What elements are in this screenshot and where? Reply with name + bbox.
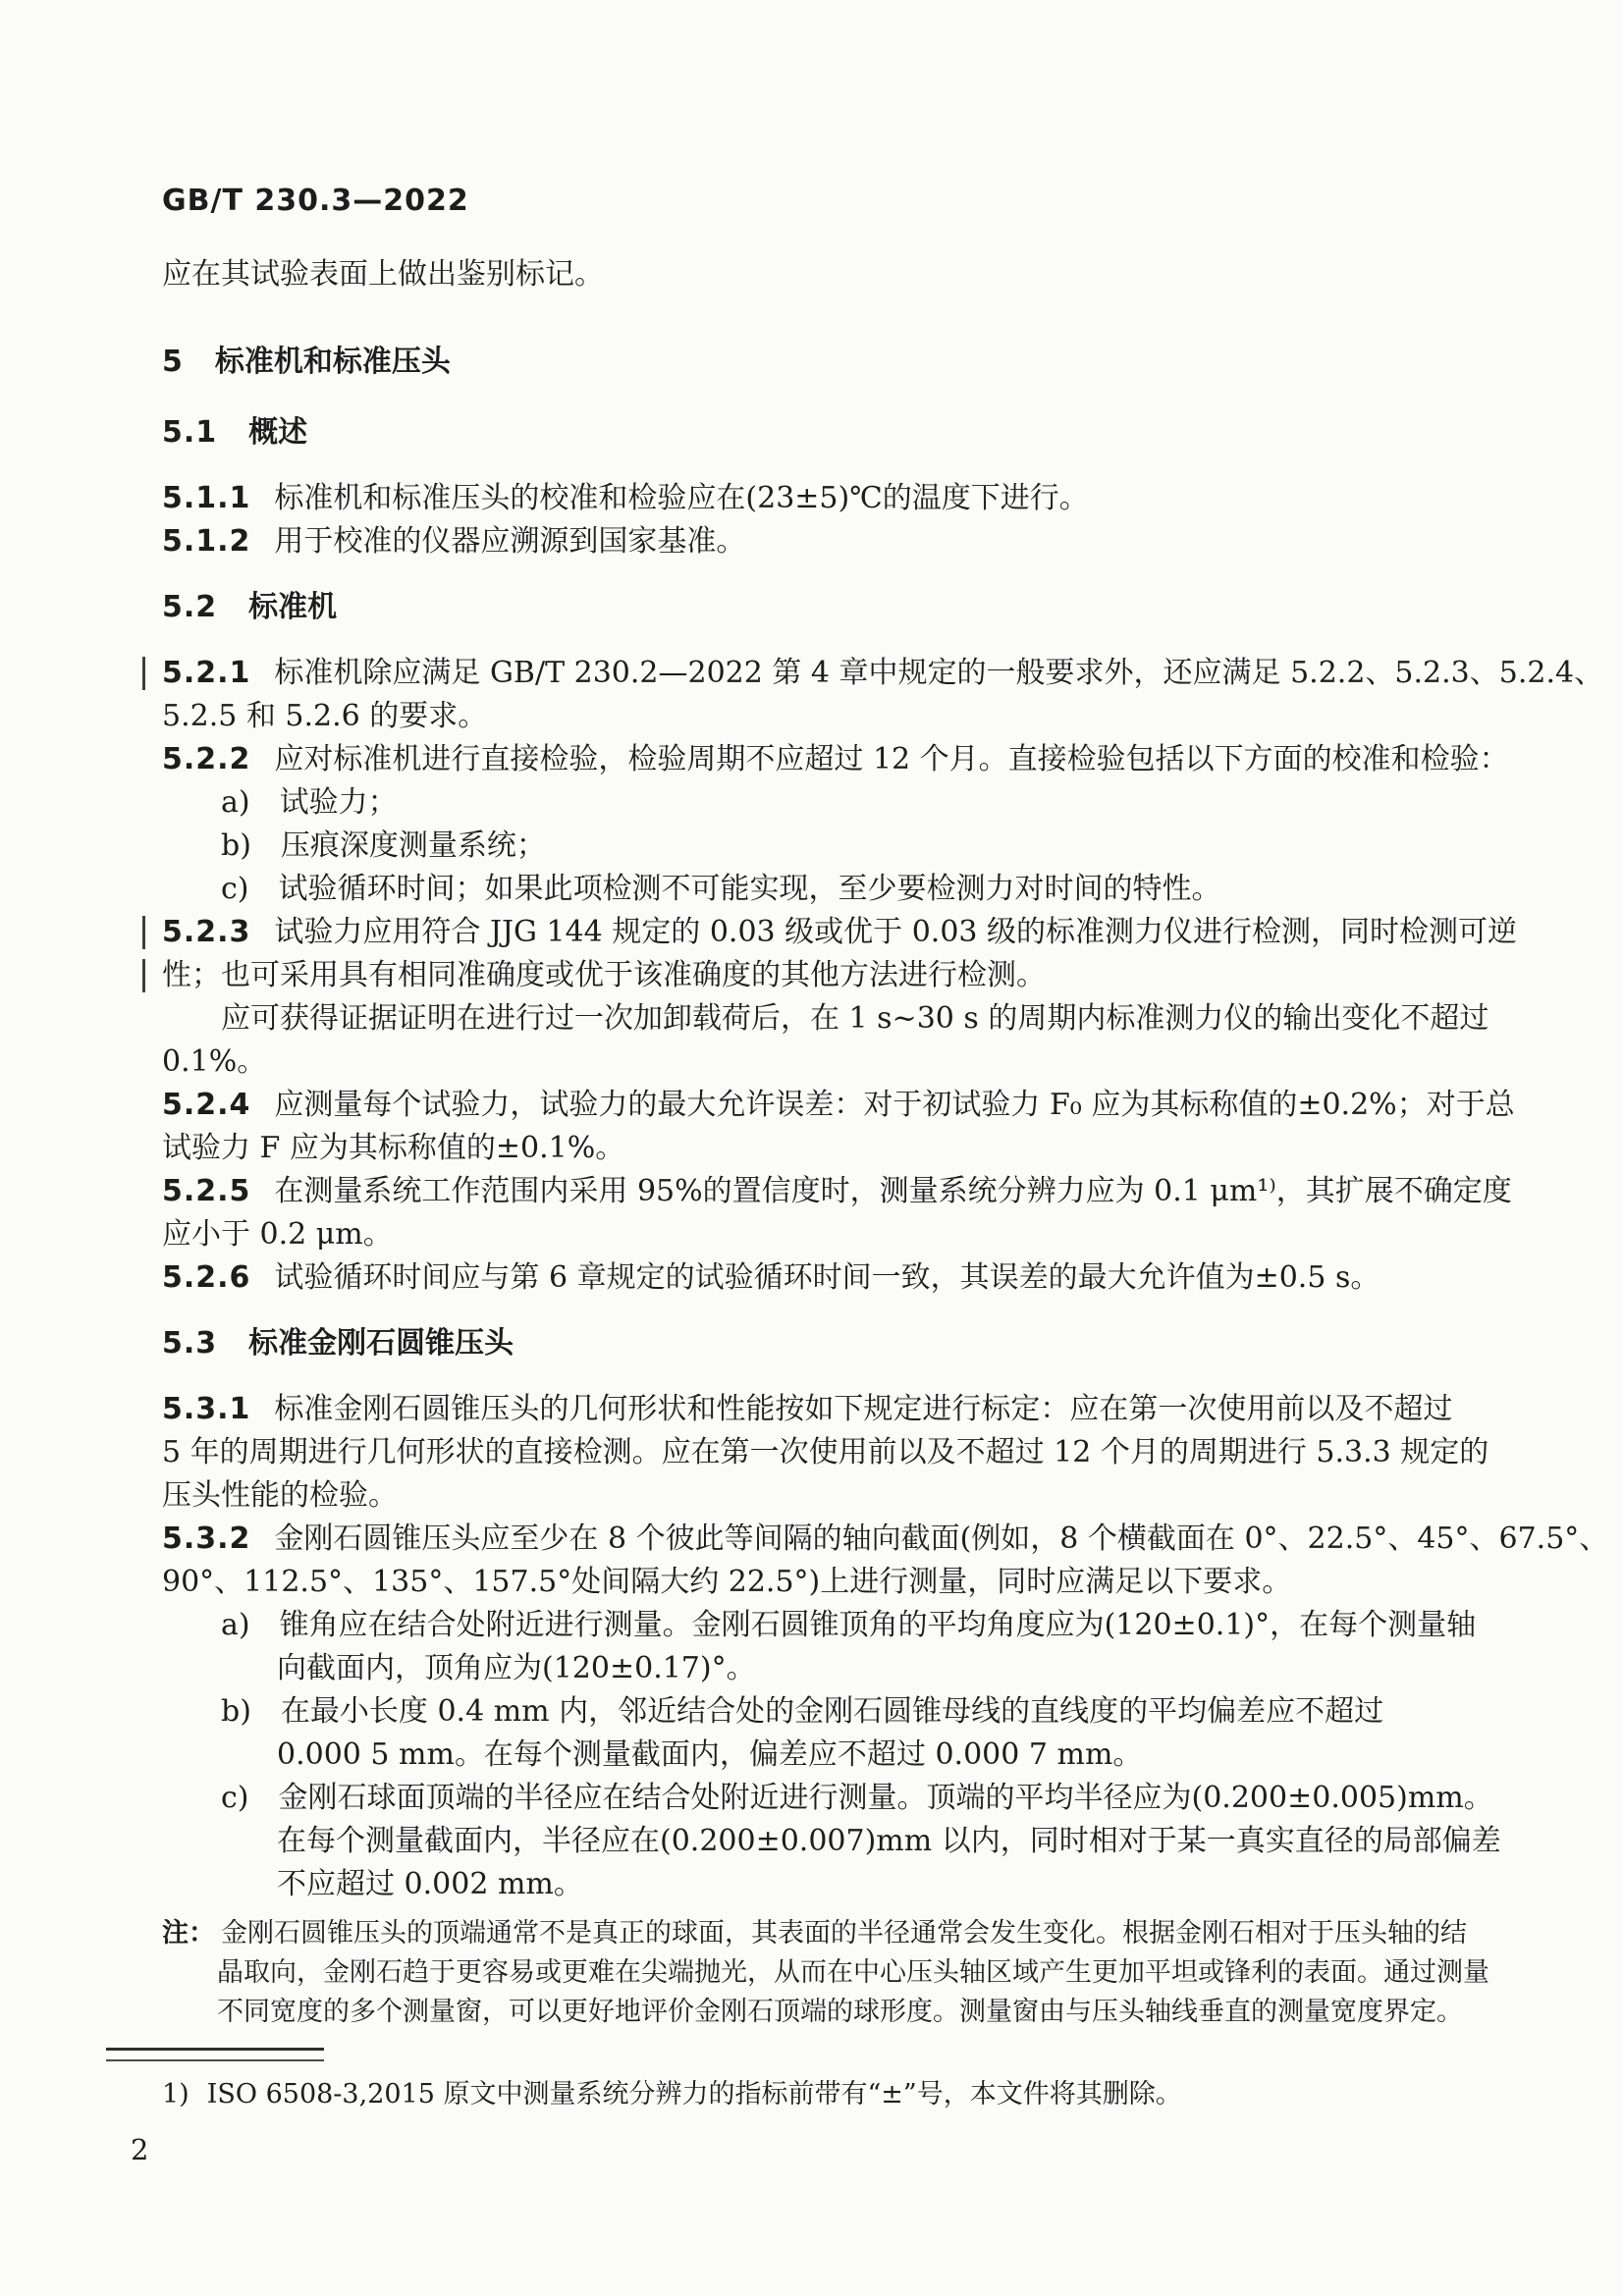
clause-5-2-3-para-2-line-1	[162, 997, 1489, 1041]
change-bar	[142, 916, 145, 949]
footnote-marker: 1)	[162, 2079, 189, 2109]
clause-5-2-5-line-2	[162, 1213, 1481, 1256]
heading-5	[162, 342, 1481, 383]
list-item-5-3-2-c-line-1	[162, 1777, 1493, 1820]
line-text: 5.2.5 和 5.2.6 的要求。	[162, 699, 488, 733]
clause-5-3-1-line-2	[162, 1431, 1489, 1474]
clause-number: 5.2.3	[162, 915, 251, 949]
line-text: 试验力；	[279, 785, 398, 820]
line-text: 性；也可采用具有相同准确度或优于该准确度的其他方法进行检测。	[162, 958, 1046, 992]
line-text: 用于校准的仪器应溯源到国家基准。	[274, 524, 746, 559]
clause-number: b)	[221, 1694, 251, 1729]
list-item-5-3-2-b-line-2	[162, 1734, 1481, 1777]
clause-number: 5.2.5	[162, 1174, 251, 1208]
heading-5-3	[162, 1323, 1481, 1364]
line-text: 应测量每个试验力，试验力的最大允许误差：对于初试验力 F₀ 应为其标称值的±0.2%；对于总	[274, 1088, 1515, 1122]
clause-number: 5.3	[162, 1326, 218, 1361]
line-text: 试验力 F 应为其标称值的±0.1%。	[162, 1131, 625, 1165]
change-bar	[142, 959, 145, 992]
clause-number: c)	[221, 872, 249, 906]
line-text: 标准机	[248, 590, 338, 624]
clause-number: 5.3.2	[162, 1522, 251, 1556]
line-text: 应小于 0.2 μm。	[162, 1217, 393, 1252]
clause-5-2-1-line-2	[162, 695, 1481, 738]
clause-5-3-2-line-2	[162, 1561, 1481, 1604]
footnote-text: ISO 6508-3,2015 原文中测量系统分辨力的指标前带有“±”号，本文件将其删除。	[206, 2079, 1182, 2109]
change-bar	[142, 657, 145, 690]
line-text: 在每个测量截面内，半径应在(0.200±0.007)mm 以内，同时相对于某一真实直径的局部偏差	[277, 1824, 1501, 1858]
clause-5-2-4-line-1	[162, 1084, 1515, 1127]
intro-paragraph	[162, 253, 1481, 296]
line-text: 标准金刚石圆锥压头的几何形状和性能按如下规定进行标定：应在第一次使用前以及不超过	[274, 1392, 1453, 1426]
list-item-c	[162, 868, 1481, 911]
line-text: 应对标准机进行直接检验，检验周期不应超过 12 个月。直接检验包括以下方面的校准和检验：	[274, 742, 1509, 776]
standard-number-header: GB/T 230.3—2022	[162, 184, 469, 218]
clause-number: 5.3.1	[162, 1392, 251, 1426]
clause-number: 注：	[162, 1918, 215, 1949]
clause-number: a)	[221, 1608, 250, 1642]
line-text: 压痕深度测量系统；	[280, 828, 546, 863]
clause-5-2-1-line-1	[162, 652, 1604, 695]
footnote-separator	[106, 2048, 324, 2061]
clause-number: 5.2.6	[162, 1260, 251, 1295]
note-line-1	[162, 1914, 1481, 1953]
footnote	[162, 2075, 1481, 2114]
clause-number: 5	[162, 345, 184, 379]
clause-5-2-3-line-1	[162, 911, 1518, 954]
clause-5-3-1-line-3	[162, 1474, 1481, 1518]
clause-5-3-2-line-1	[162, 1518, 1609, 1561]
page-number: 2	[131, 2133, 149, 2166]
note-line-2	[162, 1953, 1489, 1993]
note-line-3	[162, 1993, 1481, 2032]
clause-number: b)	[221, 828, 251, 863]
line-text: 压头性能的检验。	[162, 1478, 398, 1513]
line-text: 概述	[248, 415, 308, 450]
document-body	[162, 253, 1609, 2032]
line-text: 向截面内，顶角应为(120±0.17)°。	[277, 1651, 756, 1685]
line-text: 90°、112.5°、135°、157.5°处间隔大约 22.5°)上进行测量，同时应满足以下要求。	[162, 1565, 1292, 1599]
clause-number: 5.1	[162, 415, 218, 450]
clause-number: 5.2.1	[162, 656, 251, 690]
list-item-b	[162, 825, 1481, 868]
clause-number: c)	[221, 1781, 249, 1815]
list-item-5-3-2-c-line-2	[162, 1820, 1501, 1863]
clause-5-2-5-line-1	[162, 1170, 1512, 1213]
clause-number: 5.1.2	[162, 524, 251, 559]
list-item-a	[162, 781, 1481, 825]
line-text: 0.000 5 mm。在每个测量截面内，偏差应不超过 0.000 7 mm。	[277, 1737, 1143, 1772]
line-text: 应可获得证据证明在进行过一次加卸载荷后，在 1 s~30 s 的周期内标准测力仪的输出变化不超过	[221, 1001, 1489, 1036]
clause-5-2-4-line-2	[162, 1127, 1481, 1170]
heading-5-1	[162, 412, 1481, 454]
line-text: 5 年的周期进行几何形状的直接检测。应在第一次使用前以及不超过 12 个月的周期进行 5.3.3 规定的	[162, 1435, 1489, 1469]
line-text: 试验循环时间；如果此项检测不可能实现，至少要检测力对时间的特性。	[278, 872, 1221, 906]
line-text: 试验循环时间应与第 6 章规定的试验循环时间一致，其误差的最大允许值为±0.5 s。	[274, 1260, 1380, 1295]
clause-number: 5.2.2	[162, 742, 251, 776]
line-text: 试验力应用符合 JJG 144 规定的 0.03 级或优于 0.03 级的标准测力仪进行检测，同时检测可逆	[274, 915, 1518, 949]
line-text: 标准机除应满足 GB/T 230.2—2022 第 4 章中规定的一般要求外，还应满足 5.2.2、5.2.3、5.2.4、	[274, 656, 1604, 690]
line-text: 金刚石圆锥压头的顶端通常不是真正的球面，其表面的半径通常会发生变化。根据金刚石相对于压头轴的结	[221, 1918, 1467, 1949]
line-text: 不同宽度的多个测量窗，可以更好地评价金刚石顶端的球形度。测量窗由与压头轴线垂直的测量宽度界定。	[217, 1997, 1463, 2027]
clause-number: 5.1.1	[162, 481, 251, 515]
line-text: 金刚石圆锥压头应至少在 8 个彼此等间隔的轴向截面(例如，8 个横截面在 0°、22.5°、45°、67.5°、	[274, 1522, 1609, 1556]
clause-number: 5.2.4	[162, 1088, 251, 1122]
list-item-5-3-2-b-line-1	[162, 1690, 1481, 1734]
heading-5-2	[162, 587, 1481, 628]
line-text: 标准机和标准压头	[214, 345, 451, 379]
line-text: 锥角应在结合处附近进行测量。金刚石圆锥顶角的平均角度应为(120±0.1)°，在每个测量轴	[279, 1608, 1477, 1642]
clause-5-2-3-para-2-line-2	[162, 1041, 1481, 1084]
clause-5-1-1	[162, 477, 1481, 520]
clause-5-2-2	[162, 738, 1509, 781]
clause-5-1-2	[162, 520, 1481, 563]
line-text: 标准金刚石圆锥压头	[248, 1326, 514, 1361]
list-item-5-3-2-a-line-2	[162, 1647, 1481, 1690]
clause-5-2-6	[162, 1256, 1481, 1300]
line-text: 在测量系统工作范围内采用 95%的置信度时，测量系统分辨力应为 0.1 μm¹⁾，其扩展不确定度	[274, 1174, 1512, 1208]
clause-5-3-1-line-1	[162, 1388, 1481, 1431]
list-item-5-3-2-c-line-3	[162, 1863, 1481, 1906]
line-text: 应在其试验表面上做出鉴别标记。	[162, 257, 604, 292]
line-text: 标准机和标准压头的校准和检验应在(23±5)℃的温度下进行。	[274, 481, 1089, 515]
list-item-5-3-2-a-line-1	[162, 1604, 1481, 1647]
clause-number: a)	[221, 785, 250, 820]
clause-5-2-3-line-2	[162, 954, 1481, 997]
line-text: 金刚石球面顶端的半径应在结合处附近进行测量。顶端的平均半径应为(0.200±0.005)mm。	[278, 1781, 1493, 1815]
line-text: 0.1%。	[162, 1044, 267, 1079]
line-text: 不应超过 0.002 mm。	[277, 1867, 583, 1901]
line-text: 晶取向，金刚石趋于更容易或更难在尖端抛光，从而在中心压头轴区域产生更加平坦或锋利的表面。通过测量	[217, 1957, 1489, 1988]
clause-number: 5.2	[162, 590, 218, 624]
line-text: 在最小长度 0.4 mm 内，邻近结合处的金刚石圆锥母线的直线度的平均偏差应不超过	[280, 1694, 1384, 1729]
